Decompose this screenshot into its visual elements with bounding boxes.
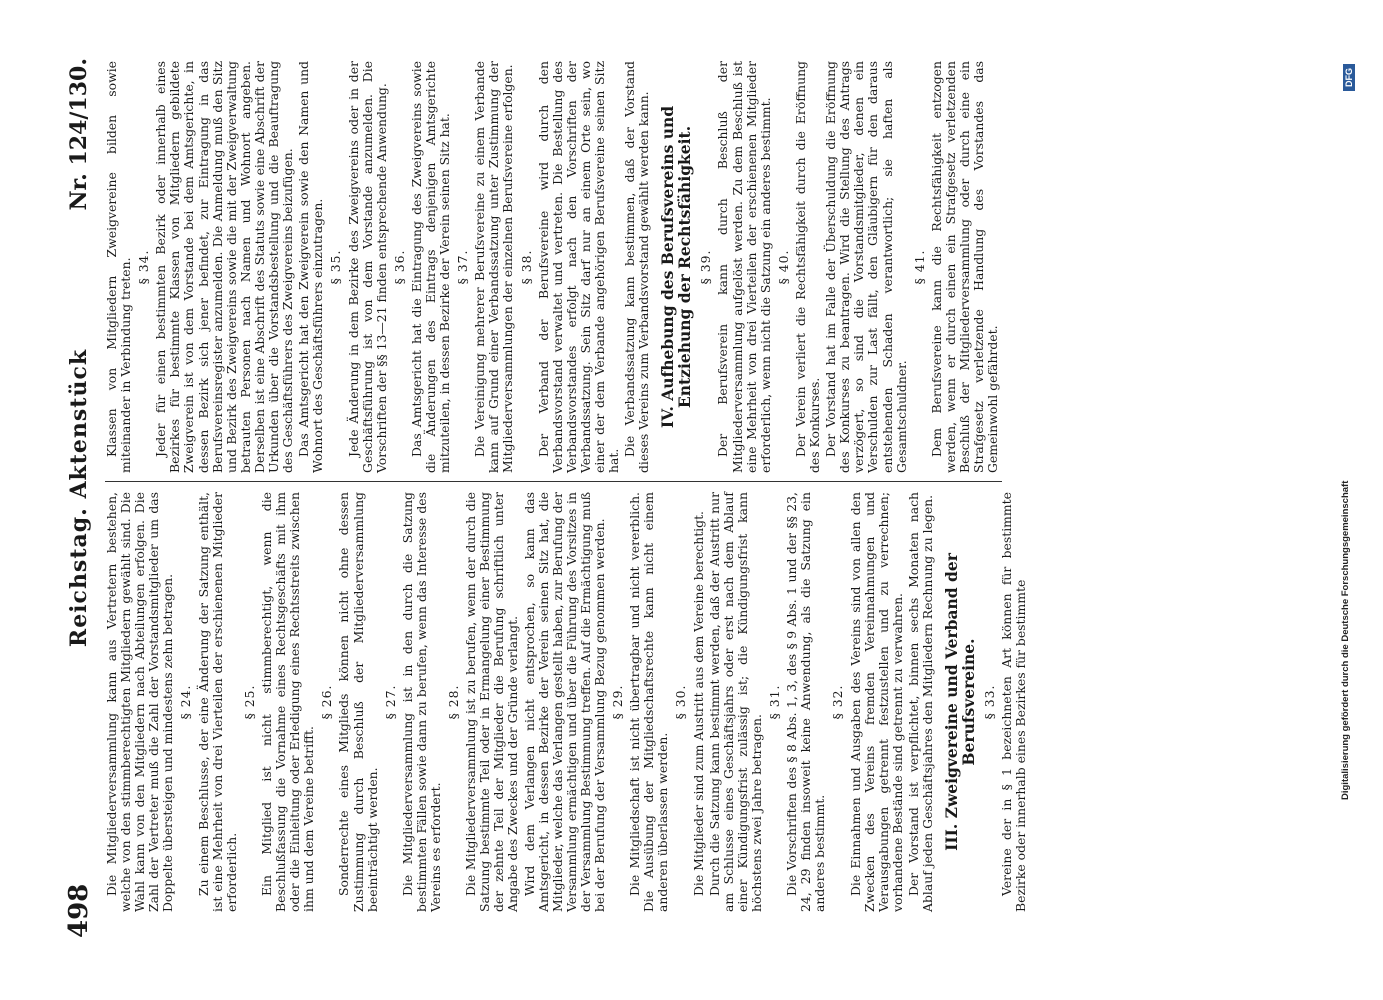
- paragraph: Das Amtsgericht hat die Eintragung des Zweigvereins sowie die Änderungen des Eintrags denjenigen Amtsgerichte mitzuteilen, in dessen Bezirke der Verein seinen Sitz hat.: [408, 61, 453, 473]
- document-number: Nr. 124/130.: [66, 58, 92, 211]
- section-number: § 32.: [830, 684, 846, 720]
- paragraph: Die Mitgliederversammlung ist in den durch die Satzung bestimmten Fällen sowie dann zu berufen, wenn das Interesse des Vereins es erfordert.: [399, 492, 443, 912]
- section-number: § 25.: [241, 684, 257, 720]
- paragraph: Die Einnahmen und Ausgaben des Vereins sind von allen den Zwecken des Vereins fremden Vereinnahmungen und Verausgabungen getrennt festzustellen und zu verrechnen; vorhandene Bestände sind getrennt zu verwahren.: [847, 492, 905, 912]
- paragraph: Die Mitgliederversammlung kann aus Vertretern bestehen, welche von den stimmberechtigten Mitgliedern gewählt sind. Die Wahl kann von den Mitgliedern nach Abteilungen erfolgen. Die Zahl der Vertreter muß die Zahl der Vorstandsmitglieder um das Doppelte übersteigen und mindestens zehn betragen.: [104, 492, 176, 912]
- section-number: § 29.: [610, 684, 626, 720]
- section-heading: IV. Aufhebung des Berufsvereins und Entziehung der Rechtsfähigkeit.: [658, 105, 695, 429]
- dfg-logo: DFG: [1343, 64, 1355, 91]
- section-number: § 40.: [775, 249, 791, 285]
- paragraph: Die Mitgliedschaft ist nicht übertragbar und nicht vererblich. Die Ausübung der Mitgliedschaftsrechte kann nicht einem anderen überlassen werden.: [627, 492, 671, 912]
- section-number: § 38.: [518, 249, 534, 285]
- section-number: § 39.: [698, 249, 714, 285]
- paragraph: Die Mitglieder sind zum Austritt aus dem Vereine berechtigt.: [690, 511, 706, 896]
- page-header: [60, 58, 100, 938]
- section-number: § 27.: [382, 684, 398, 720]
- paragraph: Klassen von Mitgliedern Zweigvereine bilden sowie miteinander in Verbindung treten.: [104, 61, 134, 473]
- digitization-note: Digitalisierung gefördert durch die Deutsche Forschungsgemeinschaft: [1340, 480, 1351, 800]
- section-number: § 37.: [455, 249, 471, 285]
- section-number: § 26.: [319, 684, 335, 720]
- header-title: Reichstag. Aktenstück: [66, 348, 92, 648]
- section-number: § 33.: [982, 684, 998, 720]
- section-number: § 41.: [911, 249, 927, 285]
- section-number: § 31.: [767, 684, 783, 720]
- paragraph: Der Vorstand ist verpflichtet, binnen sechs Monaten nach Ablauf jeden Geschäftsjahres den Mitgliedern Rechnung zu legen.: [905, 492, 935, 912]
- paragraph: Durch die Satzung kann bestimmt werden, daß der Austritt nur am Schlusse eines Geschäftsjahrs oder erst nach dem Ablauf einer Kündigungsfrist zulässig ist; die Kündigungsfrist kann höchstens zwei Jahre betragen.: [706, 492, 764, 912]
- paragraph: Jede Änderung in dem Bezirke des Zweigvereins oder in der Geschäftsführung ist von dem Vorstande anzumelden. Die Vorschriften der §§ 13—21 finden entsprechende Anwendung.: [345, 61, 389, 473]
- section-number: § 24.: [178, 684, 194, 720]
- right-column: [105, 61, 1002, 482]
- paragraph: Der Vorstand hat im Falle der Überschuldung die Eröffnung des Konkurses zu beantragen. Wird die Stellung des Antrags verzögert, so sind die Vorstandsmitglieder, denen ein Verschulden zur Last fällt, den Gläubigern für den daraus entstehenden Schaden verantwortlich; sie haften als Gesamtschuldner.: [823, 61, 909, 473]
- paragraph: Dem Berufsvereine kann die Rechtsfähigkeit entzogen werden, wenn er durch einen ein Strafgesetz verletzenden Beschluß der Mitgliederversammlung oder durch eine ein Strafgesetz verletzende Handlung des Vorstandes das Gemeinwohl gefährdet.: [928, 61, 1001, 473]
- paragraph: Der Verein verliert die Rechtsfähigkeit durch die Eröffnung des Konkurses.: [792, 61, 823, 473]
- paragraph: Wird dem Verlangen nicht entsprochen, so kann das Amtsgericht, in dessen Bezirke der Verein seinen Sitz hat, die Mitglieder, welche das Verlangen gestellt haben, zur Berufung der Versammlung ermächtigen und über die Führung des Vorsitzes in der Versammlung Bestimmung treffen. Auf die Ermächtigung muß bei der Berufung der Versammlung Bezug genommen werden.: [521, 492, 607, 912]
- paragraph: Zu einem Beschlusse, der eine Änderung der Satzung enthält, ist eine Mehrheit von drei Vierteilen der erschienenen Mitglieder erforderlich.: [195, 492, 239, 912]
- paragraph: Das Amtsgericht hat den Zweigverein sowie den Namen und Wohnort des Geschäftsführers einzutragen.: [296, 61, 326, 473]
- paragraph: Die Vereinigung mehrerer Berufsvereine zu einem Verbande kann auf Grund einer Verbandssatzung unter Zustimmung der Mitgliederversammlungen der einzelnen Berufsvereine erfolgen.: [472, 61, 516, 473]
- section-heading: III. Zweigvereine und Verband der Berufsvereine.: [942, 553, 979, 851]
- paragraph: Die Mitgliederversammlung ist zu berufen, wenn der durch die Satzung bestimmte Teil oder in Ermangelung einer Bestimmung der zehnte Teil der Mitglieder die Berufung schriftlich unter Angabe des Zweckes und der Gründe verlangt.: [463, 492, 521, 912]
- page-number: 498: [64, 883, 94, 938]
- section-number: § 30.: [673, 684, 689, 720]
- section-number: § 35.: [328, 249, 344, 285]
- left-column: [105, 492, 1030, 912]
- section-number: § 34.: [136, 249, 152, 285]
- section-number: § 28.: [446, 684, 462, 720]
- paragraph: Die Verbandssatzung kann bestimmen, daß der Vorstand dieses Vereins zum Verbandsvorstand gewählt werden kann.: [622, 61, 652, 473]
- paragraph: Der Berufsverein kann durch Beschluß der Mitgliederversammlung aufgelöst werden. Zu dem Beschluß ist eine Mehrheit von drei Vierteilen der erschienenen Mitglieder erforderlich, wenn nicht die Satzung ein anderes bestimmt.: [715, 61, 773, 473]
- paragraph: Die Vorschriften des § 8 Abs. 1, 3, des § 9 Abs. 1 und der §§ 23, 24, 29 finden insoweit keine Anwendung, als die Satzung ein anderes bestimmt.: [784, 492, 828, 912]
- paragraph: Sonderrechte eines Mitglieds können nicht ohne dessen Zustimmung durch Beschluß der Mitgliederversammlung beeinträchtigt werden.: [336, 492, 380, 912]
- paragraph: Jeder für einen bestimmten Bezirk oder innerhalb eines Bezirkes für bestimmte Klassen von Mitgliedern gebildete Zweigverein ist von dem Vorstande bei dem Amtsgerichte, in dessen Bezirk sich jener befindet, zur Eintragung in das Berufsvereinsregister anzumelden. Die Anmeldung muß den Sitz und Bezirk des Zweigvereins sowie die mit der Zweigverwaltung betrauten Personen nach Namen und Wohnort angeben. Derselben ist eine Abschrift des Statuts sowie eine Abschrift der Urkunden über die Vorstandsbestellung und die Beauftragung des Geschäftsführers des Zweigvereins beizufügen.: [153, 61, 296, 473]
- paragraph: Vereine der in § 1 bezeichneten Art können für bestimmte Bezirke oder innerhalb eines Bezirkes für bestimmte: [999, 492, 1029, 912]
- paragraph: Der Verband der Berufsvereine wird durch den Verbandsvorstand verwaltet und vertreten. Die Bestellung des Verbandsvorstandes erfolgt nach den Vorschriften der Verbandssatzung. Sein Sitz darf nur an einem Orte sein, wo einer der dem Verbande angehörigen Berufsvereine seinen Sitz hat.: [535, 61, 622, 473]
- section-number: § 36.: [391, 249, 407, 285]
- paragraph: Ein Mitglied ist nicht stimmberechtigt, wenn die Beschlußfassung die Vornahme eines Rechtsgeschäfts mit ihm oder die Einleitung oder Erledigung eines Rechtsstreits zwischen ihm und dem Vereine betrifft.: [258, 492, 317, 912]
